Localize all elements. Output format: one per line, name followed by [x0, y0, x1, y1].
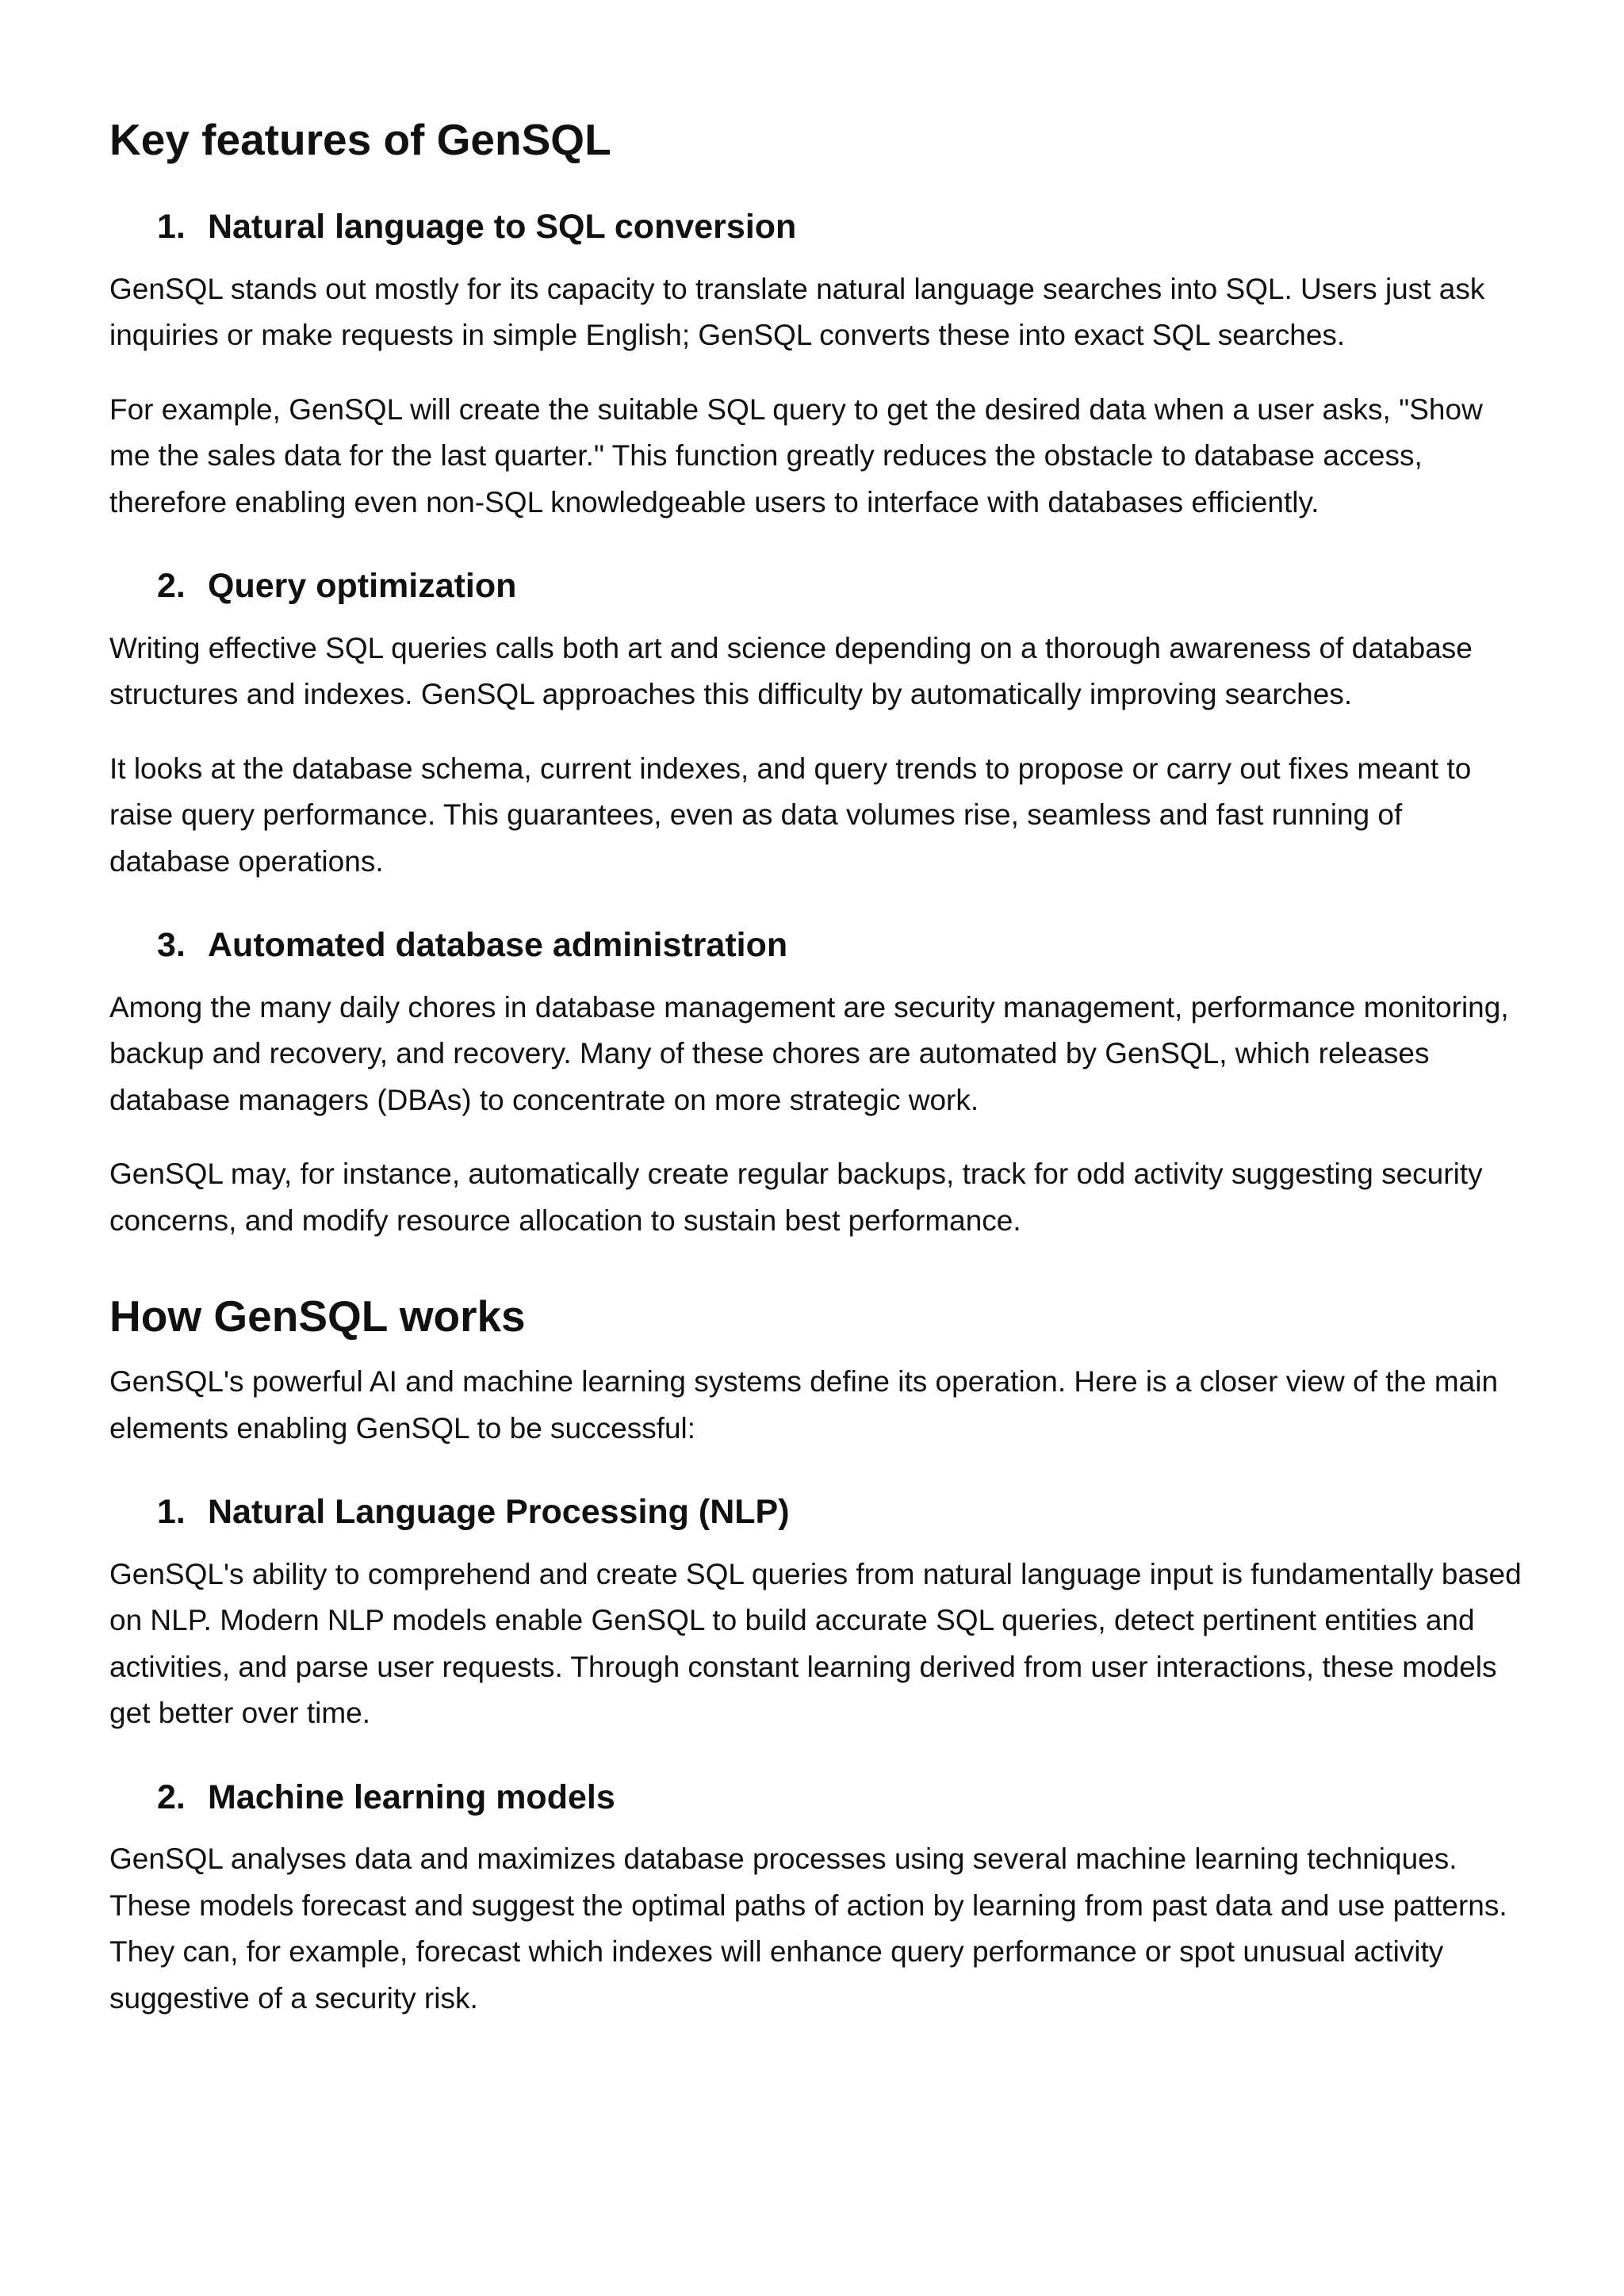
subheading-text: Machine learning models: [208, 1777, 615, 1816]
paragraph: Among the many daily chores in database management are security management, performance monitoring, backup and recovery, and recovery. Many of these chores are automated by GenSQL, which releases database managers (DBAs) to concentrate on more strategic work.: [109, 990, 1509, 1116]
subheading-text: Natural Language Processing (NLP): [208, 1493, 790, 1532]
paragraph: For example, GenSQL will create the suitable SQL query to get the desired data when a user asks, "Show me the sales data for the last quarter." This function greatly reduces the obstacle to database access, therefore enabling even non-SQL knowledgeable users to interface with databases efficiently.: [109, 392, 1483, 519]
paragraph: GenSQL analyses data and maximizes database processes using several machine learning techniques. These models forecast and suggest the optimal paths of action by learning from past data and use patterns. They can, for example, forecast which indexes will enhance query performance or spot unusual activity suggestive of a security risk.: [109, 1843, 1507, 2015]
subheading-text: Query optimization: [208, 567, 517, 606]
subheading-text: Automated database administration: [208, 926, 788, 965]
document-page: [109, 0, 1529, 2022]
list-number: 3.: [157, 926, 186, 965]
section-heading-how-gensql-works: How GenSQL works: [109, 1292, 526, 1341]
subheading-natural-language-to-sql: [109, 208, 1529, 247]
paragraph: It looks at the database schema, current indexes, and query trends to propose or carry out fixes meant to raise query performance. This guarantees, even as data volumes rise, seamless and fast running of database operations.: [109, 752, 1472, 878]
section-heading-key-features: Key features of GenSQL: [109, 115, 611, 164]
subheading-natural-language-processing: [109, 1493, 1529, 1532]
subheading-automated-database-administration: [109, 926, 1529, 965]
subheading-query-optimization: [109, 567, 1529, 606]
list-number: 2.: [157, 1777, 186, 1816]
list-number: 1.: [157, 208, 186, 247]
list-number: 1.: [157, 1493, 186, 1532]
subheading-machine-learning-models: [109, 1778, 1529, 1817]
list-number: 2.: [157, 567, 186, 606]
paragraph: Writing effective SQL queries calls both art and science depending on a thorough awareness of database structures and indexes. GenSQL approaches this difficulty by automatically improving searches.: [109, 631, 1473, 711]
section-intro-paragraph: GenSQL's powerful AI and machine learning systems define its operation. Here is a closer view of the main elements enabling GenSQL to be successful:: [109, 1365, 1499, 1445]
subheading-text: Natural language to SQL conversion: [208, 208, 797, 247]
paragraph: GenSQL's ability to comprehend and create SQL queries from natural language input is fundamentally based on NLP. Modern NLP models enable GenSQL to build accurate SQL queries, detect pertinent entities and activities, and parse user requests. Through constant learning derived from user interactions, these models get better over time.: [109, 1557, 1522, 1730]
paragraph: GenSQL may, for instance, automatically create regular backups, track for odd activity suggesting security concerns, and modify resource allocation to sustain best performance.: [109, 1158, 1483, 1237]
paragraph: GenSQL stands out mostly for its capacity to translate natural language searches into SQL. Users just ask inquiries or make requests in simple English; GenSQL converts these into exact SQL searches.: [109, 272, 1485, 352]
